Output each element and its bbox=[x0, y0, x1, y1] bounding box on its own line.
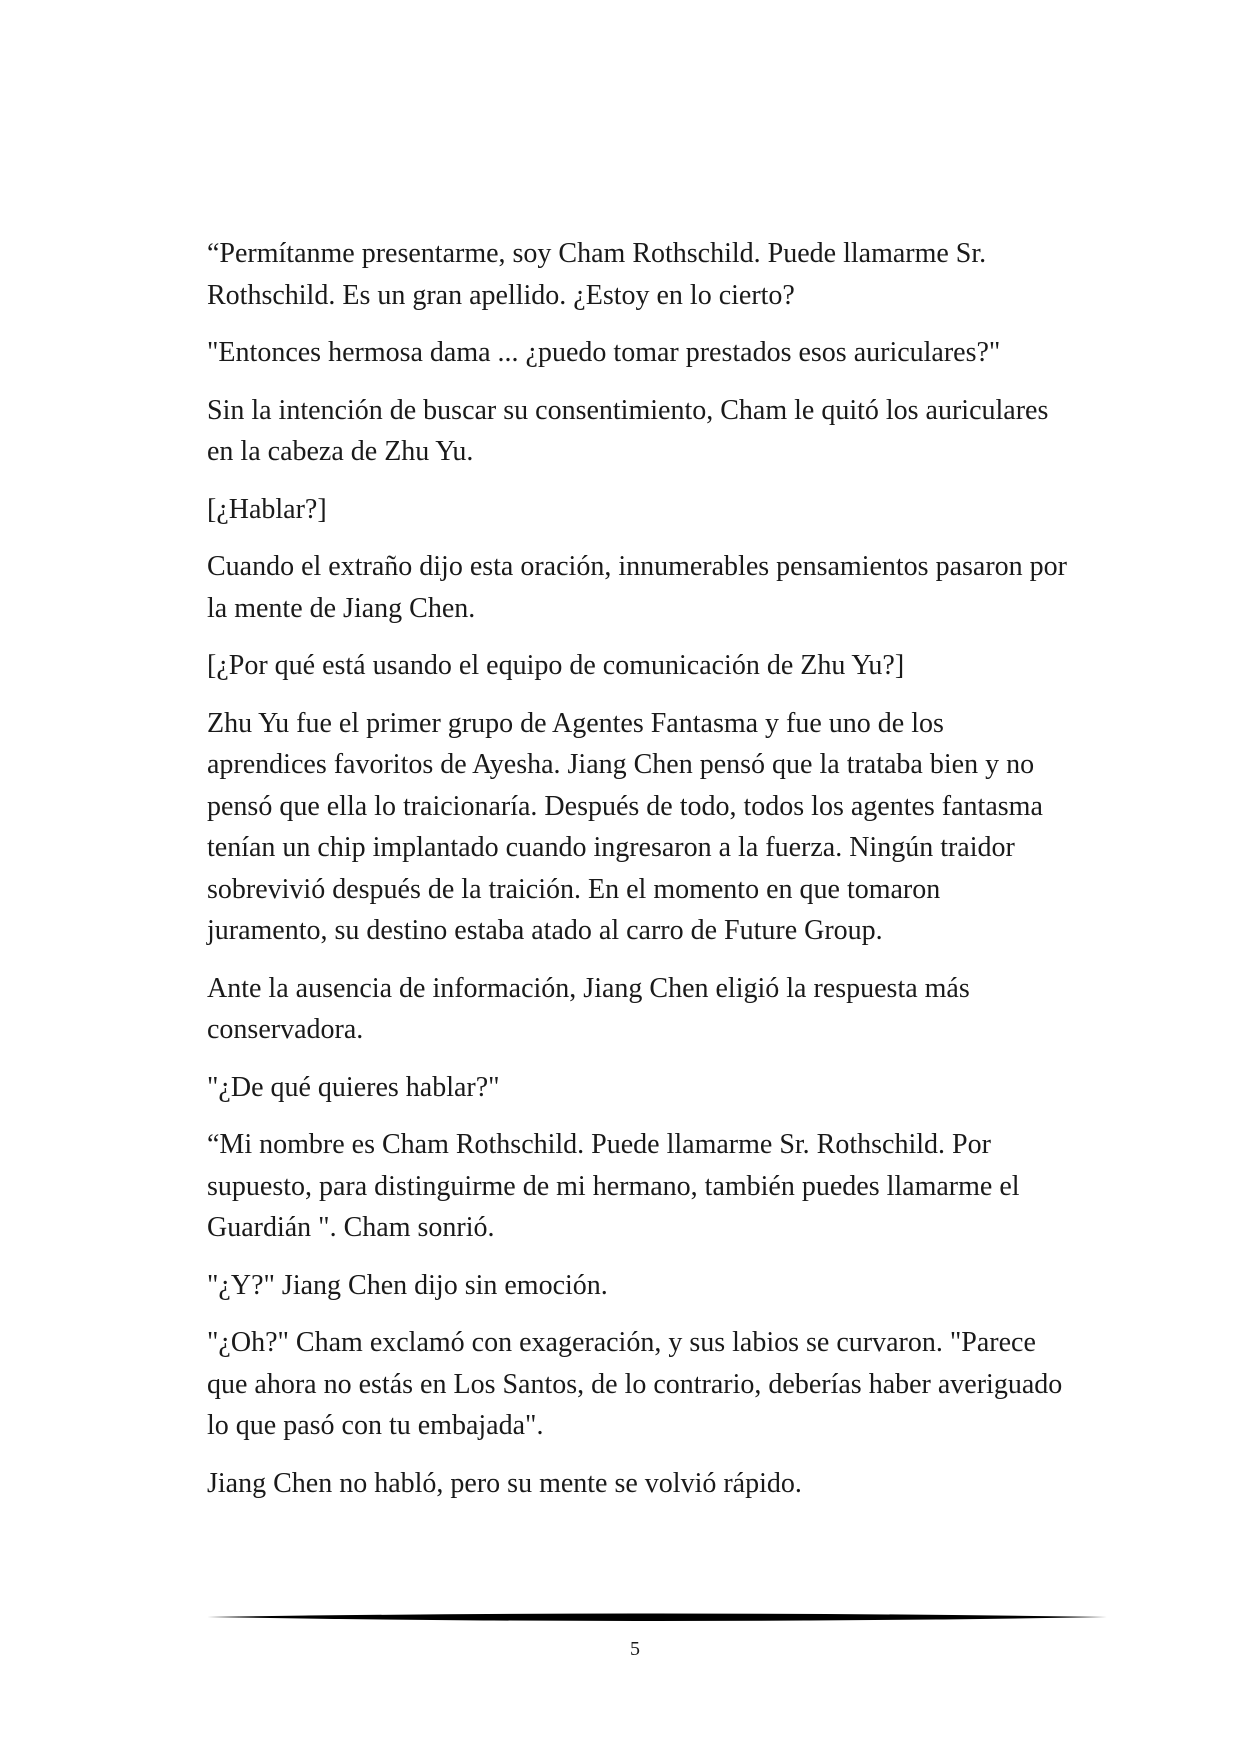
paragraph: “Permítanme presentarme, soy Cham Rothschild. Puede llamarme Sr. Rothschild. Es un gran apellido. ¿Estoy en lo cierto? bbox=[207, 238, 987, 311]
body-text bbox=[207, 233, 1067, 1520]
paragraph: [¿Hablar?] bbox=[207, 493, 327, 525]
paragraph: Jiang Chen no habló, pero su mente se volvió rápido. bbox=[207, 1467, 802, 1499]
paragraph: Sin la intención de buscar su consentimiento, Cham le quitó los auriculares en la cabeza de Zhu Yu. bbox=[207, 394, 1049, 467]
paragraph: Zhu Yu fue el primer grupo de Agentes Fantasma y fue uno de los aprendices favoritos de Ayesha. Jiang Chen pensó que la trataba bien y no pensó que ella lo traicionaría. Después de todo, todos los agentes fantasma tenían un chip implantado cuando ingresaron a la fuerza. Ningún traidor sobrevivió después de la traición. En el momento en que tomaron juramento, su destino estaba atado al carro de Future Group. bbox=[207, 707, 1043, 946]
paragraph: [¿Por qué está usando el equipo de comunicación de Zhu Yu?] bbox=[207, 650, 905, 681]
paragraph: Ante la ausencia de información, Jiang Chen eligió la respuesta más conservadora. bbox=[207, 972, 970, 1045]
paragraph: "¿Y?" Jiang Chen dijo sin emoción. bbox=[207, 1269, 608, 1301]
footer-divider bbox=[207, 1608, 1107, 1628]
paragraph: “Mi nombre es Cham Rothschild. Puede llamarme Sr. Rothschild. Por supuesto, para distinguirme de mi hermano, también puedes llamarme el Guardián ". Cham sonrió. bbox=[207, 1129, 1020, 1243]
paragraph: "¿Oh?" Cham exclamó con exageración, y sus labios se curvaron. "Parece que ahora no estás en Los Santos, de lo contrario, deberías haber averiguado lo que pasó con tu embajada". bbox=[207, 1327, 1063, 1441]
page-number: 5 bbox=[630, 1638, 640, 1660]
paragraph: "¿De qué quieres hablar?" bbox=[207, 1071, 500, 1103]
paragraph: Cuando el extraño dijo esta oración, innumerables pensamientos pasaron por la mente de Jiang Chen. bbox=[207, 551, 1067, 624]
paragraph: "Entonces hermosa dama ... ¿puedo tomar prestados esos auriculares?" bbox=[207, 337, 1001, 368]
